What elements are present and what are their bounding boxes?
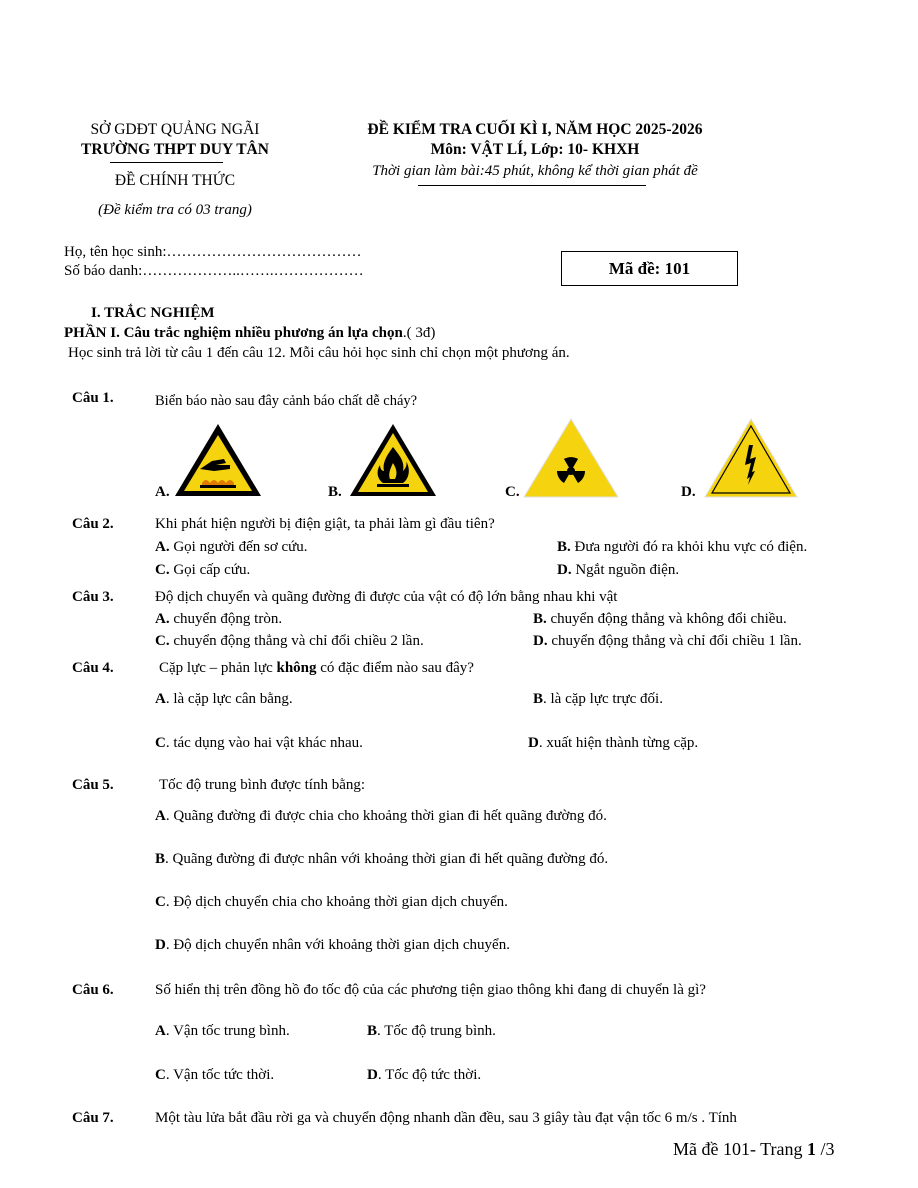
q5-option-d-text: . Độ dịch chuyển nhân với khoảng thời gian dịch chuyển.	[165, 937, 510, 953]
pages-note: (Đề kiểm tra có 03 trang)	[98, 202, 252, 218]
q5-option-a-key: A	[155, 808, 166, 824]
q3-option-c-text: chuyển động thẳng và chỉ đổi chiều 2 lần.	[169, 633, 424, 649]
school-name: TRƯỜNG THPT DUY TÂN	[81, 141, 269, 158]
q6-text: Số hiển thị trên đồng hồ đo tốc độ của các phương tiện giao thông khi đang di chuyển là gì?	[155, 982, 706, 998]
q5-option-d	[155, 937, 510, 954]
radiation-warning-icon	[522, 417, 620, 499]
q1-option-d-key: D.	[681, 484, 696, 500]
q6-option-b	[367, 1023, 496, 1040]
q2-option-a-text: Gọi người đến sơ cứu.	[169, 539, 308, 555]
q2-option-b-key: B.	[557, 539, 571, 555]
q4-text-pre: Cặp lực – phản lực	[159, 660, 277, 676]
exam-code-box	[561, 251, 738, 286]
q3-option-d-key: D.	[533, 633, 548, 649]
q4-label: Câu 4.	[72, 660, 114, 676]
q6-label: Câu 6.	[72, 982, 114, 998]
q4-option-c-key: C	[155, 735, 166, 751]
q4-option-c-text: . tác dụng vào hai vật khác nhau.	[165, 735, 363, 751]
electric-shock-warning-icon	[703, 417, 799, 499]
school-underline	[110, 162, 223, 163]
q4-option-d	[528, 735, 698, 752]
q2-label: Câu 2.	[72, 516, 114, 532]
q5-option-a-text: . Quãng đường đi được chia cho khoảng thời gian đi hết quãng đường đó.	[165, 808, 607, 824]
footer-prefix: Mã đề 101- Trang	[673, 1139, 807, 1159]
q2-option-a-key: A.	[155, 539, 170, 555]
q6-option-d-key: D	[367, 1067, 378, 1083]
exam-title: ĐỀ KIỂM TRA CUỐI KÌ I, NĂM HỌC 2025-2026	[367, 121, 703, 138]
q4-option-b	[533, 691, 663, 708]
q5-option-c	[155, 894, 508, 911]
footer-total: /3	[816, 1139, 835, 1159]
q4-option-a	[155, 691, 293, 708]
q6-option-a	[155, 1023, 290, 1040]
student-id-line: Số báo danh:………………..…….………………	[64, 263, 364, 279]
q6-option-d-text: . Tốc độ tức thời.	[377, 1067, 482, 1083]
part-heading-score: .( 3đ)	[402, 325, 436, 341]
q3-option-b-text: chuyển động thẳng và không đổi chiều.	[546, 611, 787, 627]
part-heading-bold: PHẦN I. Câu trắc nghiệm nhiều phương án lựa chọn	[64, 325, 403, 341]
student-name-line: Họ, tên học sinh:…………………………………	[64, 244, 362, 260]
q1-text: Biển báo nào sau đây cảnh báo chất dễ cháy?	[155, 393, 418, 409]
q5-option-b	[155, 851, 608, 868]
q2-option-c-key: C.	[155, 562, 170, 578]
q2-option-b	[557, 539, 807, 556]
q2-option-c-text: Gọi cấp cứu.	[169, 562, 251, 578]
q3-option-a-text: chuyển động tròn.	[169, 611, 283, 627]
q3-option-c-key: C.	[155, 633, 170, 649]
q3-option-d	[533, 633, 802, 650]
subject-line: Môn: VẬT LÍ, Lớp: 10- KHXH	[430, 141, 640, 158]
q4-option-a-text: . là cặp lực cân bằng.	[165, 691, 293, 707]
q3-text: Độ dịch chuyển và quãng đường đi được của vật có độ lớn bằng nhau khi vật	[155, 589, 618, 605]
q4-option-d-text: . xuất hiện thành từng cặp.	[538, 735, 699, 751]
q6-option-d	[367, 1067, 481, 1084]
q1-option-a-key: A.	[155, 484, 170, 500]
q6-option-c-text: . Vận tốc tức thời.	[165, 1067, 275, 1083]
q6-option-b-text: . Tốc độ trung bình.	[377, 1023, 496, 1039]
q5-option-b-text: . Quãng đường đi được nhân với khoảng thời gian đi hết quãng đường đó.	[165, 851, 609, 867]
q5-option-c-key: C	[155, 894, 166, 910]
section-title: I. TRẮC NGHIỆM	[91, 305, 215, 321]
q3-option-b	[533, 611, 787, 628]
q1-option-b-key: B.	[328, 484, 342, 500]
q3-option-a-key: A.	[155, 611, 170, 627]
q5-option-c-text: . Độ dịch chuyển chia cho khoảng thời gian dịch chuyển.	[165, 894, 508, 910]
q2-option-d-key: D.	[557, 562, 572, 578]
q3-label: Câu 3.	[72, 589, 114, 605]
q6-option-a-text: . Vận tốc trung bình.	[165, 1023, 290, 1039]
q2-option-d-text: Ngắt nguồn điện.	[571, 562, 680, 578]
flammable-warning-icon	[347, 421, 439, 499]
page-footer	[673, 1139, 835, 1160]
q6-option-c-key: C	[155, 1067, 166, 1083]
q2-option-b-text: Đưa người đó ra khỏi khu vực có điện.	[570, 539, 808, 555]
q2-option-c	[155, 562, 250, 579]
q5-text: Tốc độ trung bình được tính bằng:	[159, 777, 366, 793]
footer-page-number: 1	[807, 1139, 816, 1159]
part-heading	[64, 325, 435, 342]
q6-option-b-key: B	[367, 1023, 378, 1039]
q4-text-emphasis: không	[276, 660, 317, 676]
q5-option-a	[155, 808, 607, 825]
q4-option-d-key: D	[528, 735, 539, 751]
q6-option-a-key: A	[155, 1023, 166, 1039]
q3-option-c	[155, 633, 424, 650]
hot-surface-warning-icon	[172, 421, 264, 499]
q3-option-a	[155, 611, 282, 628]
q3-option-d-text: chuyển động thẳng và chỉ đổi chiều 1 lần.	[547, 633, 802, 649]
official-label: ĐỀ CHÍNH THỨC	[114, 172, 236, 189]
q4-text	[159, 660, 474, 677]
q5-option-b-key: B	[155, 851, 166, 867]
q3-option-b-key: B.	[533, 611, 547, 627]
q6-option-c	[155, 1067, 274, 1084]
exam-code: Mã đề: 101	[608, 259, 691, 278]
title-underline	[418, 185, 646, 186]
q4-option-b-text: . là cặp lực trực đối.	[543, 691, 663, 707]
instruction: Học sinh trả lời từ câu 1 đến câu 12. Mỗi câu hỏi học sinh chỉ chọn một phương án.	[68, 345, 570, 361]
time-note: Thời gian làm bài:45 phút, không kể thời gian phát đề	[372, 163, 698, 179]
q4-option-c	[155, 735, 363, 752]
q4-option-b-key: B	[533, 691, 544, 707]
q2-option-d	[557, 562, 679, 579]
q5-label: Câu 5.	[72, 777, 114, 793]
q4-text-post: có đặc điểm nào sau đây?	[316, 660, 474, 676]
q7-label: Câu 7.	[72, 1110, 114, 1126]
q4-option-a-key: A	[155, 691, 166, 707]
q2-text: Khi phát hiện người bị điện giật, ta phải làm gì đầu tiên?	[155, 516, 495, 532]
q2-option-a	[155, 539, 308, 556]
q1-label: Câu 1.	[72, 390, 114, 406]
department-name: SỞ GDĐT QUẢNG NGÃI	[90, 121, 260, 138]
q1-option-c-key: C.	[505, 484, 520, 500]
q5-option-d-key: D	[155, 937, 166, 953]
q7-text: Một tàu lửa bắt đầu rời ga và chuyển động nhanh dần đều, sau 3 giây tàu đạt vận tốc 6 m/s . Tính	[155, 1110, 737, 1126]
